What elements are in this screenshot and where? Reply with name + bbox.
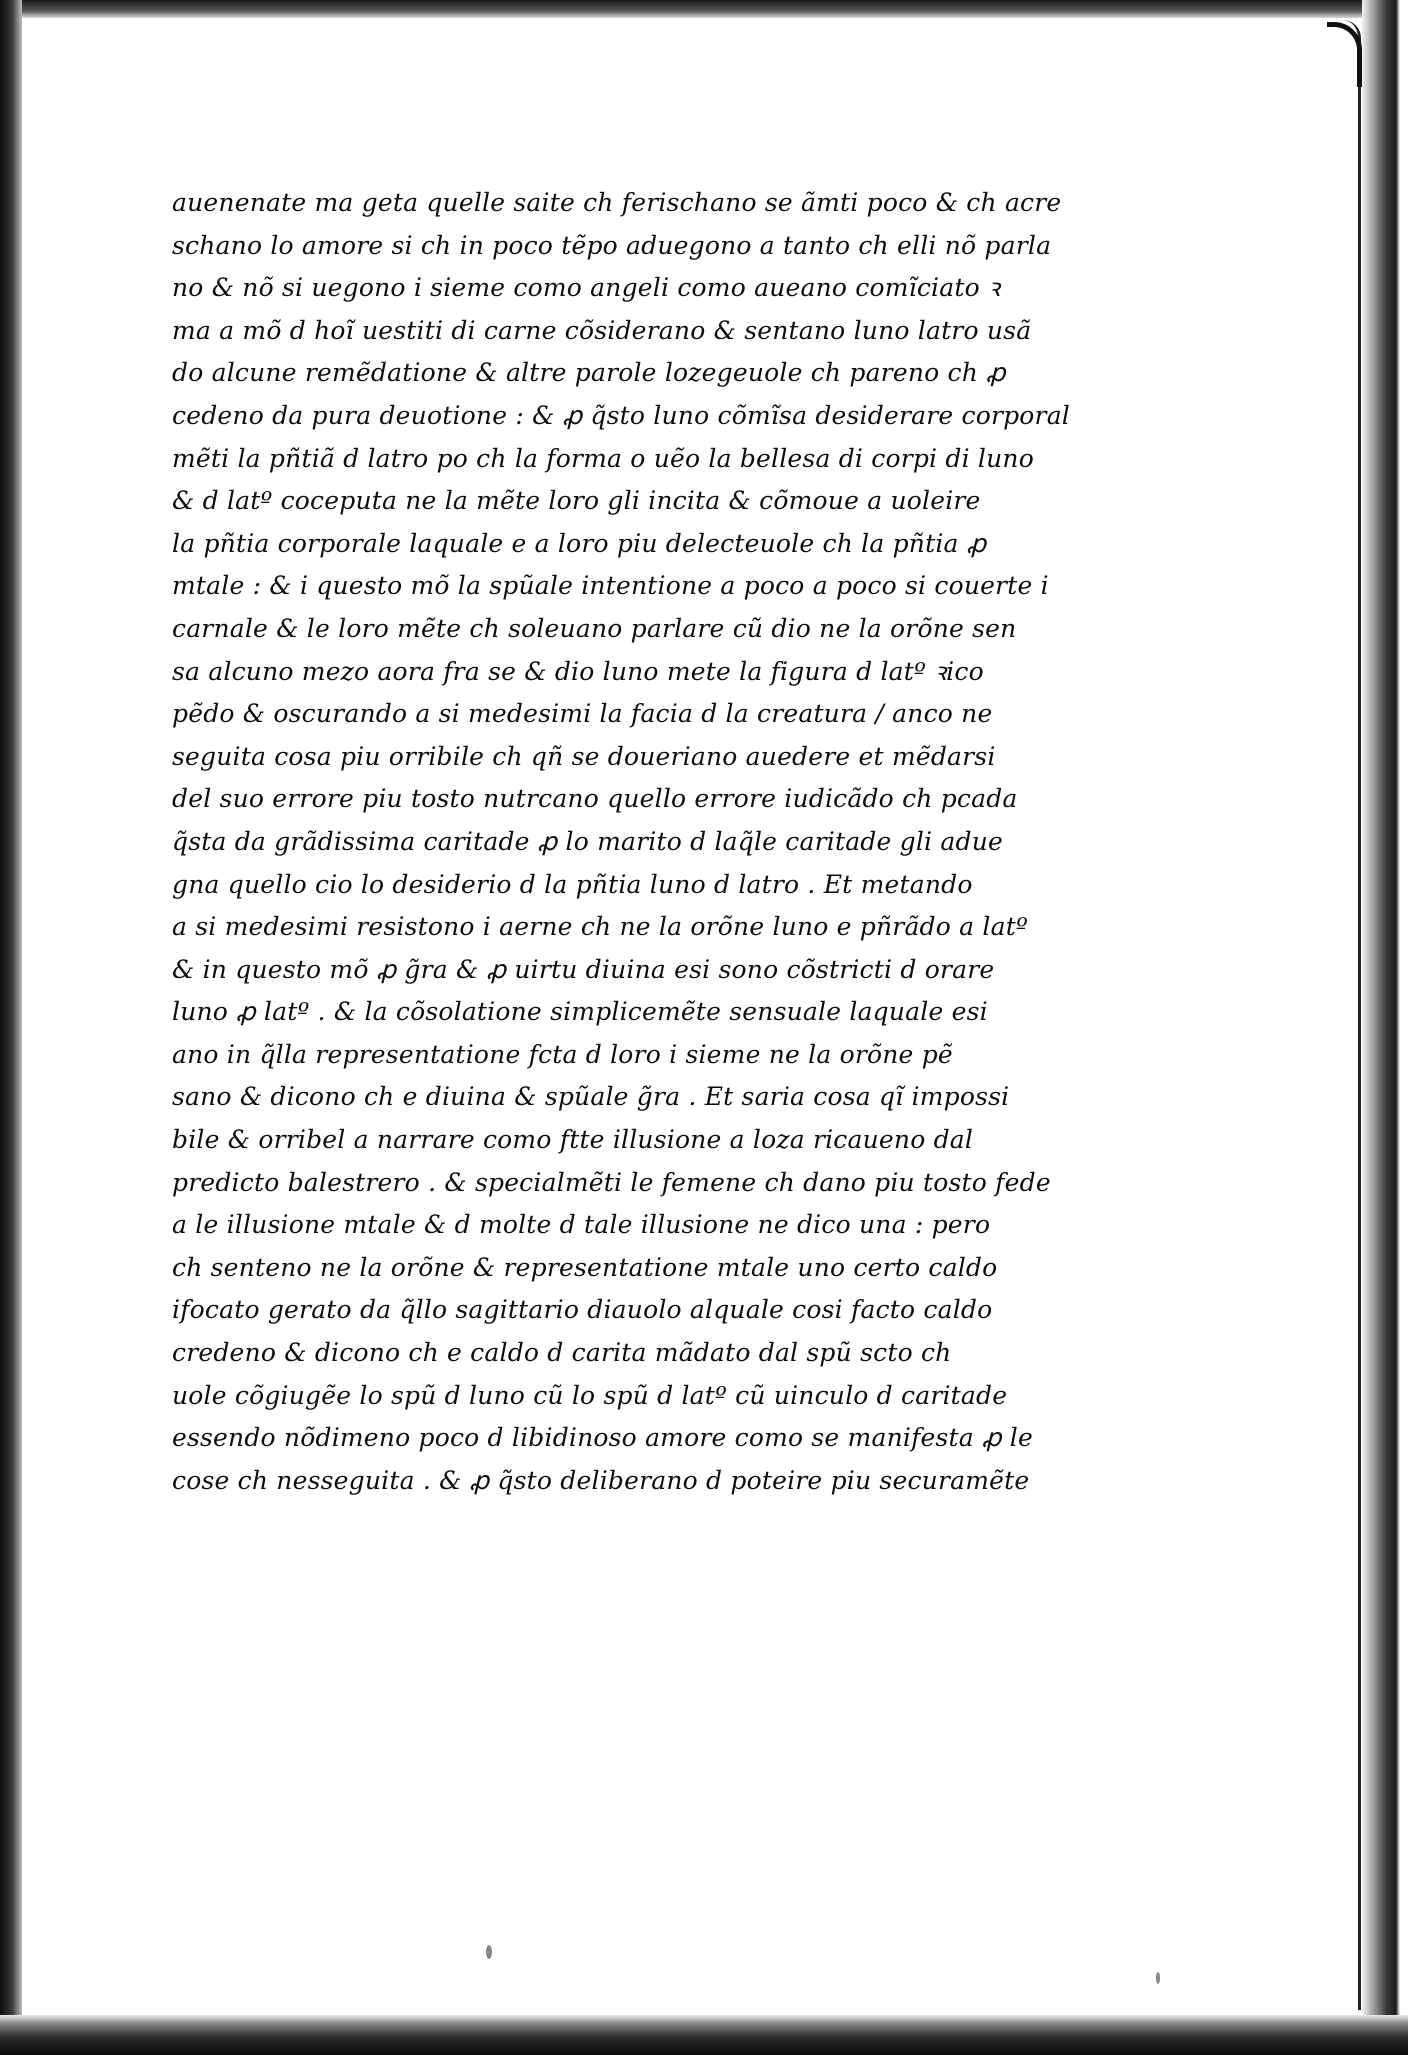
manuscript-line: no & nõ si uegono i sieme como angeli como aueano comĩciato ꝛ (172, 273, 1001, 303)
scan-border-top (0, 0, 1408, 18)
manuscript-line: & d latº coceputa ne la mẽte loro gli incita & cõmoue a uoleire (172, 486, 981, 516)
manuscript-line: del suo errore piu tosto nutrcano quello errore iudicãdo ch pcada (172, 784, 1018, 814)
manuscript-line: sano & dicono ch e diuina & spũale g̃ra . Et saria cosa qĩ impossi (172, 1082, 1010, 1112)
scan-border-bottom (0, 2015, 1408, 2055)
manuscript-line: cose ch nesseguita . & ꝓ q̃sto deliberano d poteire piu securamẽte (172, 1465, 1030, 1495)
scan-border-left (0, 0, 22, 2055)
ink-speck (486, 1945, 492, 1959)
manuscript-line: auenenate ma geta quelle saite ch ferischano se ãmti poco & ch acre (172, 188, 1062, 217)
manuscript-line: predicto balestrero . & specialmẽti le femene ch dano piu tosto fede (172, 1167, 1051, 1197)
manuscript-line: q̃sta da grãdissima caritade ꝓ lo marito d laq̃le caritade gli adue (172, 826, 1003, 856)
manuscript-line: ch senteno ne la orõne & representatione mtale uno certo caldo (172, 1252, 998, 1282)
manuscript-line: a si medesimi resistono i aerne ch ne la orõne luno e pñrãdo a latº (172, 912, 1028, 942)
manuscript-line: sa alcuno mezo aora fra se & dio luno mete la figura d latº ꝛico (172, 656, 984, 686)
manuscript-line: essendo nõdimeno poco d libidinoso amore como se manifesta ꝓ le (172, 1423, 1033, 1453)
manuscript-line: seguita cosa piu orribile ch qñ se doueriano auedere et mẽdarsi (172, 741, 996, 771)
manuscript-line: ma a mõ d hoĩ uestiti di carne cõsiderano & sentano luno latro usã (172, 315, 1032, 345)
manuscript-line: & in questo mõ ꝓ g̃ra & ꝓ uirtu diuina esi sono cõstricti d orare (172, 954, 995, 984)
manuscript-line: gna quello cio lo desiderio d la pñtia luno d latro . Et metando (172, 869, 973, 899)
manuscript-line: cedeno da pura deuotione : & ꝓ q̃sto luno cõmĩsa desiderare corporal (172, 400, 1071, 430)
manuscript-line: uole cõgiugẽe lo spũ d luno cũ lo spũ d latº cũ uinculo d caritade (172, 1380, 1008, 1410)
manuscript-line: a le illusione mtale & d molte d tale illusione ne dico una : pero (172, 1210, 991, 1240)
scan-border-right (1362, 0, 1408, 2055)
manuscript-line: ifocato gerato da q̃llo sagittario diauolo alquale cosi facto caldo (172, 1295, 993, 1325)
manuscript-line: credeno & dicono ch e caldo d carita mãdato dal spũ scto ch (172, 1338, 952, 1368)
manuscript-line: carnale & le loro mẽte ch soleuano parlare cũ dio ne la orõne sen (172, 613, 1017, 643)
manuscript-text-block (172, 182, 1072, 1502)
manuscript-line: schano lo amore si ch in poco tẽpo aduegono a tanto ch elli nõ parla (172, 230, 1052, 260)
manuscript-line: mẽti la pñtiã d latro po ch la forma o uẽo la bellesa di corpi di luno (172, 443, 1034, 473)
manuscript-line: pẽdo & oscurando a si medesimi la facia d la creatura / anco ne (172, 699, 993, 729)
manuscript-line: la pñtia corporale laquale e a loro piu delecteuole ch la pñtia ꝓ (172, 528, 987, 558)
manuscript-line: bile & orribel a narrare como ftte illusione a loza ricaueno dal (172, 1125, 974, 1155)
manuscript-line: do alcune remẽdatione & altre parole lozegeuole ch pareno ch ꝓ (172, 358, 1006, 388)
manuscript-line: luno ꝓ latº . & la cõsolatione simplicemẽte sensuale laquale esi (172, 997, 988, 1027)
manuscript-line: ano in q̃lla representatione fcta d loro i sieme ne la orõne pẽ (172, 1039, 953, 1069)
manuscript-line: mtale : & i questo mõ la spũale intentione a poco a poco si couerte i (172, 571, 1049, 601)
ink-speck (1156, 1972, 1160, 1984)
